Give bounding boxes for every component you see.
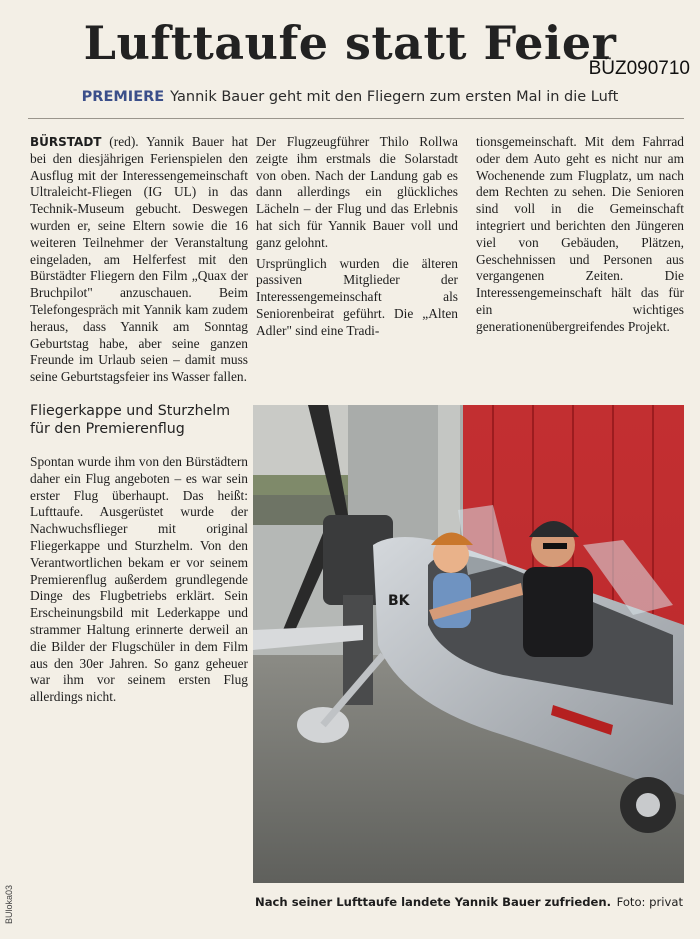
paragraph-4-start: Ursprünglich wurden die älteren passiven Mitglieder der Interessengemeinschaft als Seniorenbeirat geführt. Die „Alten Adler" sind eine Tradi- <box>256 255 458 338</box>
paragraph-1: Yannik Bauer hat bei den diesjährigen Ferienspielen den Ausflug mit der Interessengemeinschaft Ultraleicht-Fliegen (IG UL) in das Technik-Museum gebucht. Deswegen wurden er, seine Eltern sowie die 16 weiteren Teilnehmer der Veranstaltung eingeladen, am Helferfest mit den Bürstädter Fliegern den Film „Quax der Bruchpilot" anzuschauen. Beim Telefongespräch mit Yannik kam zudem heraus, dass Yannik am Sonntag Geburtstag habe, aber seine ganzen Freunde im Urlaub seien – damit muss seine Geburtstagsfeier ins Wasser fallen. <box>30 134 248 385</box>
dateline-note: (red). <box>109 134 139 149</box>
subline-kicker: PREMIERE <box>81 89 165 105</box>
article-column-3 <box>476 134 684 336</box>
photo-credit: Foto: privat <box>616 895 683 909</box>
svg-text:BK: BK <box>388 593 410 609</box>
caption-text: Nach seiner Lufttaufe landete Yannik Bauer zufrieden. <box>255 895 612 909</box>
header-rule <box>28 118 684 119</box>
paragraph-4-end: tionsgemeinschaft. Mit dem Fahrrad oder dem Auto geht es nicht nur am Wochenende zum Flugplatz, um nach dem Rechten zu sehen. Die Senioren sind voll in die Gemeinschaft integriert und berichten den Jüngeren viel von Gebäuden, Plätzen, Geschehnissen und Personen aus vergangenen Zeiten. Die Interessengemeinschaft hält das für ein wichtiges generationenübergreifendes Projekt. <box>476 134 684 334</box>
article-column-1 <box>30 134 248 706</box>
reference-code: BÜZ090710 <box>588 58 690 79</box>
headline: Lufttaufe statt Feier <box>83 16 617 70</box>
subline-text: Yannik Bauer geht mit den Fliegern zum ersten Mal in die Luft <box>170 89 619 105</box>
subheading: Fliegerkappe und Sturzhelm für den Premierenflug <box>30 402 231 437</box>
paragraph-2: Spontan wurde ihm von den Bürstädtern daher ein Flug angeboten – es war sein erster Flug überhaupt. Das heißt: Lufttaufe. Ausgerüstet wurde der Nachwuchsflieger mit original Fliegerkappe und Sturzhelm. Von den Verantwortlichen bekam er vor seinem Premierenflug außerdem grundlegende Dinge des Flugbetriebs erklärt. Sein Erscheinungsbild mit Lederkappe und strammer Haltung erinnerte derweil an die Bilder der Flugschüler in dem Film aus den 30er Jahren. So ganz geheuer war ihm vor seinem ersten Flug allerdings nicht. <box>30 453 248 705</box>
subline <box>0 89 700 105</box>
photo-illustration <box>253 405 684 883</box>
paragraph-3: Der Flugzeugführer Thilo Rollwa zeigte ihm erstmals die Solarstadt von oben. Nach der Landung gab es dann allerdings ein glückliches Lächeln – der Flug und das Erlebnis hat sich für Yannik Bauer voll und ganz gelohnt. <box>256 134 458 250</box>
article-photo <box>253 405 684 883</box>
dateline: BÜRSTADT <box>30 135 102 149</box>
article-column-2 <box>256 134 458 340</box>
side-code: BUloka03 <box>4 884 14 924</box>
photo-caption <box>255 895 683 909</box>
intro-paragraph <box>30 134 248 386</box>
